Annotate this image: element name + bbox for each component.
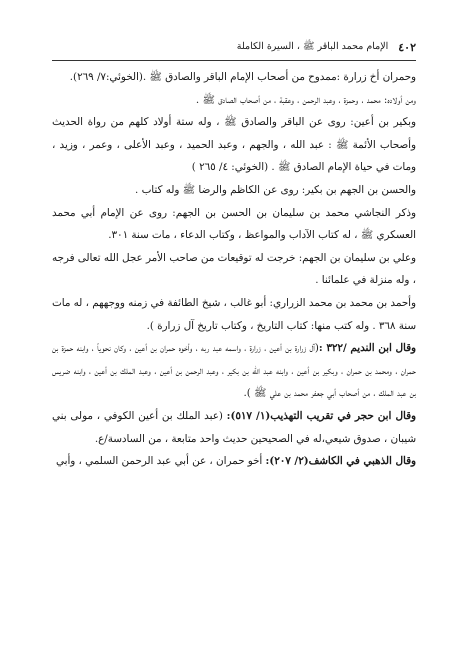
paragraph-ibn-hajar: وقال ابن حجر في تقريب التهذيب(١/ ٥١٧): (عبد الملك بن أعين الكوفي ، مولى بني شيبان ، صدوق شيعي،له في الصحيحين حديث واحد متابعة ، من السادسة/ع.	[52, 409, 416, 445]
paragraph-humran: وحمران أخ زرارة :ممدوح من أصحاب الإمام الباقر والصادق ﷺ .(الخوئي:٧/ ٢٦٩).	[69, 71, 416, 83]
citation-lead: وقال ابن النديم /٣٢٢ :	[318, 342, 416, 355]
page-number: ٤٠٢	[398, 40, 416, 54]
header-rule	[52, 60, 416, 61]
page-body	[52, 66, 416, 473]
citation-lead: وقال ابن حجر في تقريب التهذيب(١/ ٥١٧):	[226, 409, 416, 422]
running-title: الإمام محمد الباقر ﷺ ، السيرة الكاملة	[236, 41, 389, 52]
paragraph-dhahabi: وقال الذهبي في الكاشف(٢/ ٢٠٧): أخو حمران ، عن أبي عبد الرحمن السلمي ، وأبي	[56, 455, 416, 468]
paragraph-humran-sons: ومن أولاده: محمد ، وحمزة ، وعبد الرحمن ، وعقبة ، من أصحاب الصادق ﷺ .	[195, 93, 416, 106]
page-header	[52, 40, 416, 54]
paragraph-ali-ibn-sulayman: وعلي بن سليمان بن الجهم: خرجت له توقيعات من صاحب الأمر عجل الله تعالى فرجه ، وله منزلة في علمائنا .	[52, 251, 416, 287]
citation-lead: وقال الذهبي في الكاشف(٢/ ٢٠٧):	[265, 455, 416, 468]
paragraph-najashi: وذكر النجاشي محمد بن سليمان بن الحسن بن الجهم: روى عن الإمام أبي محمد العسكري ﷺ ، له كتاب الآداب والمواعظ ، وكتاب الدعاء ، مات سنة ٣٠١.	[52, 206, 416, 242]
paragraph-ibn-nadim: وقال ابن النديم /٣٢٢ :(آل زرارة بن أعين ، زرارة ، واسمه عبد ربه ، وأخوه حمران بن أعين ، وكان نحوياً ، وابنه حمزة بن حمران ، ومحمد بن حمران ، وبكير بن أعين ، وابنه عبد الله بن بكير ، وعبد الرحمن بن أعين ، وعبد الملك بن أعين ، وابنه ضريس بن عبد الملك ، من أصحاب أبي جعفر محمد بن علي ﷺ ).	[52, 342, 416, 400]
paragraph-bukayr: وبكير بن أعين: روى عن الباقر والصادق ﷺ ، وله ستة أولاد كلهم من رواة الحديث وأصحاب الأئمة ﷺ : عبد الله ، والجهم ، وعبد الحميد ، وعبد الأعلى ، وعمر ، وزيد ، ومات في حياة الإمام الصادق ﷺ . (الخوئي: ٤/ ٢٦٥ )	[52, 116, 416, 174]
paragraph-hasan-ibn-jahm: والحسن بن الجهم بن بكير: روى عن الكاظم والرضا ﷺ وله كتاب .	[135, 183, 416, 196]
paragraph-zurari: وأحمد بن محمد بن محمد الزراري: أبو غالب ، شيخ الطائفة في زمنه ووجههم ، له مات سنة ٣٦٨ . وله كتب منها: كتاب التاريخ ، وكتاب تاريخ آل زرارة ).	[52, 296, 416, 332]
